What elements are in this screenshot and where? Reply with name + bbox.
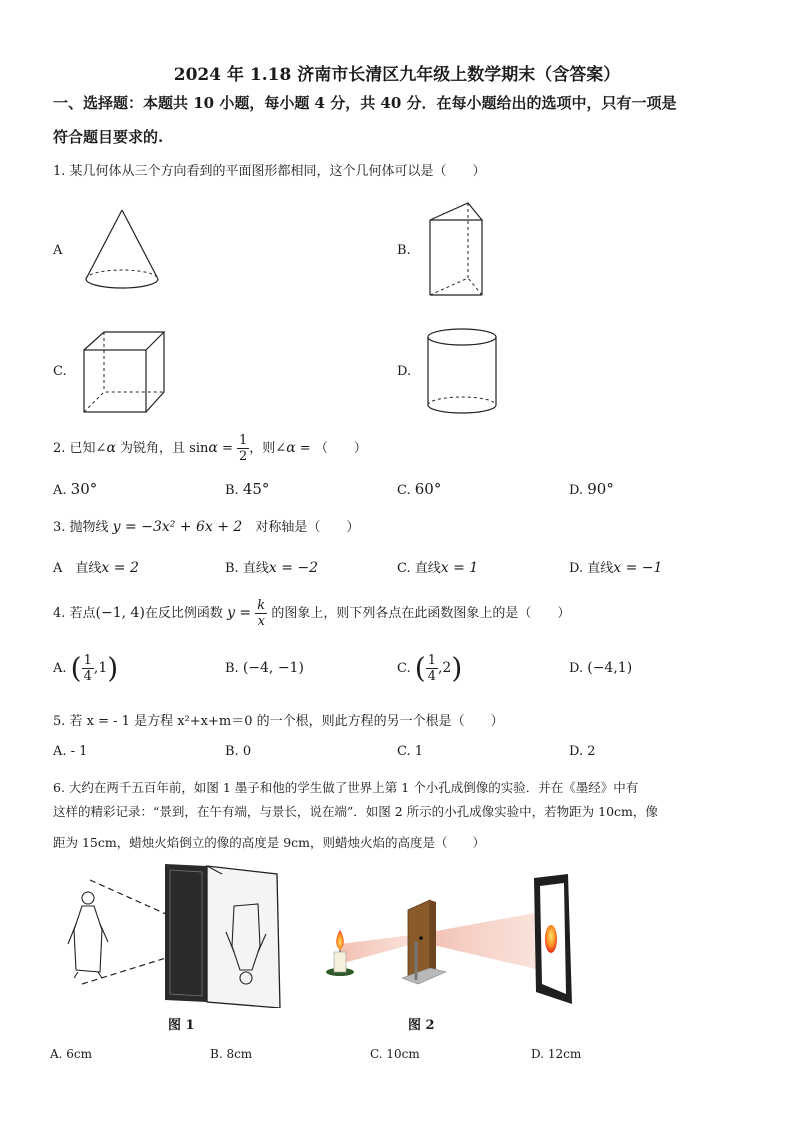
question-1-stem: 1. 某几何体从三个方向看到的平面图形都相同，这个几何体可以是（ ） <box>53 164 486 179</box>
q3-option-a: A 直线x = 2 <box>53 560 139 576</box>
q1-option-c-label: C. <box>53 364 67 379</box>
figure-2-candle-experiment <box>318 872 583 1007</box>
section-heading-line1: 一、选择题：本题共 10 小题，每小题 4 分，共 40 分．在每小题给出的选项中，只有一项是 <box>53 94 677 112</box>
q5-option-d: D. 2 <box>569 744 596 759</box>
q5-option-c: C. 1 <box>397 744 424 759</box>
question-5-stem: 5. 若 x = ‑ 1 是方程 x²+x+m＝0 的一个根，则此方程的另一个根是（ ） <box>53 714 504 729</box>
figure-1-caption: 图 1 <box>168 1018 195 1033</box>
question-6-line2: 这样的精彩记录：“景到，在午有端，与景长，说在端”．如图 2 所示的小孔成像实验中，若物距为 10cm，像 <box>53 804 658 819</box>
question-4-stem: 4. 若点(−1, 4)在反比例函数 y = $\frac{k}{x}$ 的图象上，则下列各点在此函数图象上的是（ ） <box>53 598 571 629</box>
q2-option-a: A. 30° <box>53 480 98 498</box>
question-2-stem: 2. 已知∠α 为锐角，且 sinα = $\frac{1}{2}$ ，则∠α = （ ） <box>53 433 367 464</box>
fraction-k-over-x: $\frac{k}{x}$ <box>257 598 266 629</box>
page-title: 2024 年 1.18 济南市长清区九年级上数学期末（含答案） <box>173 65 621 85</box>
question-6-line1: 6. 大约在两千五百年前，如图 1 墨子和他的学生做了世界上第 1 个小孔成倒像的实验．并在《墨经》中有 <box>53 780 639 795</box>
q1-option-d-label: D. <box>397 364 412 379</box>
section-heading-line2: 符合题目要求的. <box>53 128 164 146</box>
q3-option-b: B. 直线x = −2 <box>225 560 319 576</box>
cone-figure <box>78 205 168 295</box>
q4-option-b: B. (−4, −1) <box>225 660 304 676</box>
figure-1-pinhole-illustration <box>62 860 287 1008</box>
q3-option-d: D. 直线x = −1 <box>569 560 663 576</box>
question-3-stem: 3. 抛物线 y = −3x² + 6x + 2 对称轴是（ ） <box>53 519 360 535</box>
q2-option-b: B. 45° <box>225 480 270 498</box>
q6-option-c: C. 10cm <box>370 1047 420 1061</box>
cube-figure <box>80 328 170 418</box>
q4-option-a: A. ( $\frac{1}{4}$ ,1) <box>53 651 119 685</box>
q5-option-a: A. ‑ 1 <box>53 744 88 759</box>
cylinder-figure <box>424 325 504 420</box>
question-6-line3: 距为 15cm，蜡烛火焰倒立的像的高度是 9cm，则蜡烛火焰的高度是（ ） <box>53 835 486 850</box>
q1-option-a-label: A <box>53 243 63 258</box>
q5-option-b: B. 0 <box>225 744 252 759</box>
q4-option-c: C. ( $\frac{1}{4}$ ,2) <box>397 651 463 685</box>
triangular-prism-figure <box>422 198 492 300</box>
q2-option-d: D. 90° <box>569 480 614 498</box>
q6-option-d: D. 12cm <box>531 1047 582 1061</box>
q1-option-b-label: B. <box>397 243 411 258</box>
figure-2-caption: 图 2 <box>408 1018 435 1033</box>
q3-option-c: C. 直线x = 1 <box>397 560 479 576</box>
q4-option-d: D. (−4,1) <box>569 660 633 676</box>
fraction-one-half: $\frac{1}{2}$ <box>239 433 248 464</box>
q6-option-b: B. 8cm <box>210 1047 253 1061</box>
q6-option-a: A. 6cm <box>50 1047 93 1061</box>
q2-option-c: C. 60° <box>397 480 442 498</box>
